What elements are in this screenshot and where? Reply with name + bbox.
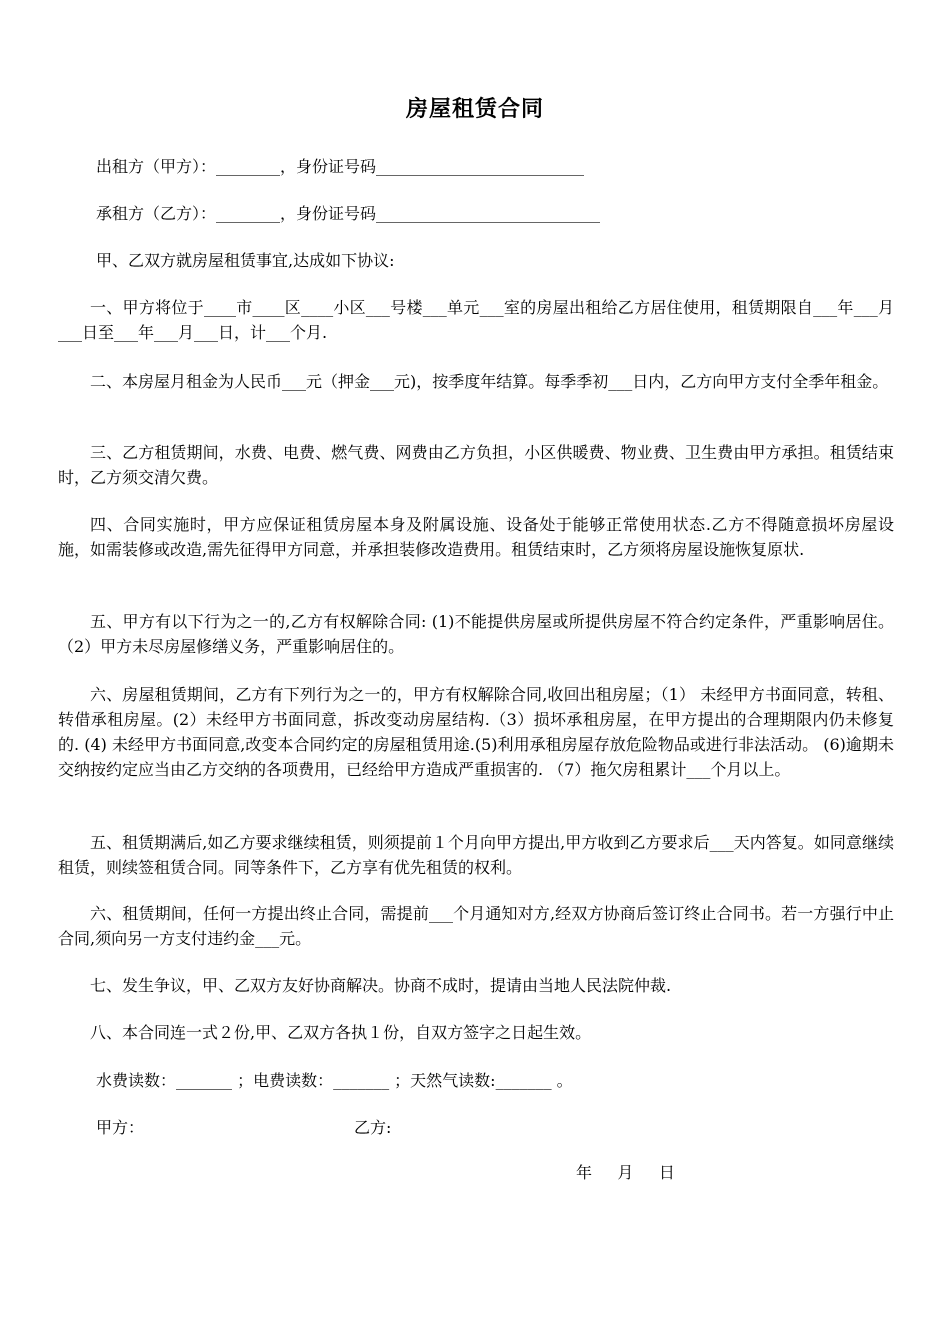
party-a-signature-label: 甲方： <box>96 1118 145 1137</box>
clause-7: 五、租赁期满后,如乙方要求继续租赁，则须提前１个月向甲方提出,甲方收到乙方要求后___天内答复。如同意继续租赁，则续签租赁合同。同等条件下，乙方享有优先租赁的权利。 <box>58 833 894 877</box>
clause-4: 四、合同实施时，甲方应保证租赁房屋本身及附属设施、设备处于能够正常使用状态.乙方不得随意损坏房屋设施，如需装修或改造,需先征得甲方同意，并承担装修改造费用。租赁结束时，乙方须将房屋设施恢复原状. <box>58 515 894 559</box>
clause-6: 六、房屋租赁期间，乙方有下列行为之一的，甲方有权解除合同,收回出租房屋；（1） 未经甲方书面同意，转租、转借承租房屋。(2）未经甲方书面同意，拆改变动房屋结构.（3）损坏承租房屋，在甲方提出的合理期限内仍未修复的. (4) 未经甲方书面同意,改变本合同约定的房屋租赁用途.(5)利用承租房屋存放危险物品或进行非法活动。 (6)逾期未交纳按约定应当由乙方交纳的各项费用，已经给甲方造成严重损害的. （7）拖欠房租累计___个月以上。 <box>58 685 894 779</box>
clause-10: 八、本合同连一式２份,甲、乙双方各执１份，自双方签字之日起生效。 <box>90 1023 592 1042</box>
signing-date-line: 年 月 日 <box>576 1163 675 1182</box>
lessee-line: 承租方（乙方）：________，身份证号码____________________________ <box>96 204 601 223</box>
clause-9: 七、发生争议，甲、乙双方友好协商解决。协商不成时，提请由当地人民法院仲裁. <box>90 976 672 995</box>
lessor-line: 出租方（甲方）：________，身份证号码__________________________ <box>96 157 585 176</box>
party-b-signature-label: 乙方: <box>354 1118 392 1137</box>
clause-3: 三、乙方租赁期间，水费、电费、燃气费、网费由乙方负担，小区供暖费、物业费、卫生费由甲方承担。租赁结束时，乙方须交清欠费。 <box>58 443 894 487</box>
clause-5: 五、甲方有以下行为之一的,乙方有权解除合同: (1)不能提供房屋或所提供房屋不符合约定条件，严重影响居住。 （2）甲方未尽房屋修缮义务，严重影响居住的。 <box>58 612 894 656</box>
meter-readings-line: 水费读数：_______ ；电费读数：_______ ；天然气读数:_______ 。 <box>96 1071 573 1090</box>
clause-8: 六、租赁期间，任何一方提出终止合同，需提前___个月通知对方,经双方协商后签订终止合同书。若一方强行中止合同,须向另一方支付违约金___元。 <box>58 904 894 948</box>
clause-1: 一、甲方将位于____市____区____小区___号楼___单元___室的房屋出租给乙方居住使用，租赁期限自___年___月___日至___年___月___日，计___个月. <box>58 298 894 342</box>
intro-line: 甲、乙双方就房屋租赁事宜,达成如下协议: <box>96 251 395 270</box>
clause-2: 二、本房屋月租金为人民币___元（押金___元)，按季度年结算。每季季初___日内，乙方向甲方支付全季年租金。 <box>90 372 889 391</box>
document-title: 房屋租赁合同 <box>405 97 544 122</box>
